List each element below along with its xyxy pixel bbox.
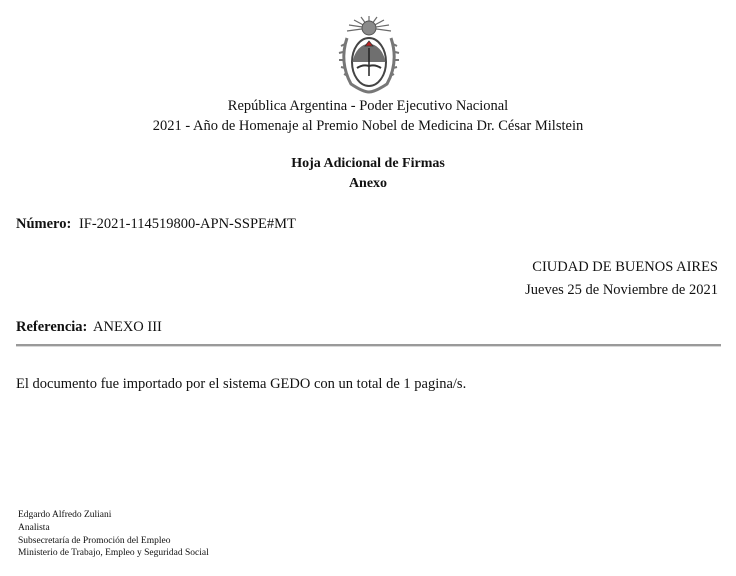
city: CIUDAD DE BUENOS AIRES: [532, 259, 718, 275]
signer-name: Edgardo Alfredo Zuliani: [18, 510, 112, 520]
referencia-value: ANEXO III: [93, 319, 162, 335]
horizontal-divider: [16, 344, 721, 347]
referencia-label: Referencia:: [16, 319, 88, 335]
date: Jueves 25 de Noviembre de 2021: [525, 282, 718, 298]
header-line-1: República Argentina - Poder Ejecutivo Nacional: [227, 98, 509, 114]
document-subtitle: Anexo: [348, 176, 388, 191]
signer-role: Analista: [18, 523, 50, 533]
numero-value: IF-2021-114519800-APN-SSPE#MT: [78, 216, 296, 232]
document-title: Hoja Adicional de Firmas: [291, 156, 445, 171]
referencia-row: [16, 317, 162, 337]
argentina-coat-of-arms-icon: [333, 14, 405, 94]
signer-office: Subsecretaría de Promoción del Empleo: [18, 536, 171, 546]
header-line-2: 2021 - Año de Homenaje al Premio Nobel de Medicina Dr. César Milstein: [152, 118, 584, 134]
signer-ministry: Ministerio de Trabajo, Empleo y Seguridad Social: [18, 548, 209, 558]
numero-label: Número:: [16, 216, 72, 232]
body-text: El documento fue importado por el sistema GEDO con un total de 1 pagina/s.: [16, 376, 467, 392]
numero-row: [16, 214, 296, 234]
